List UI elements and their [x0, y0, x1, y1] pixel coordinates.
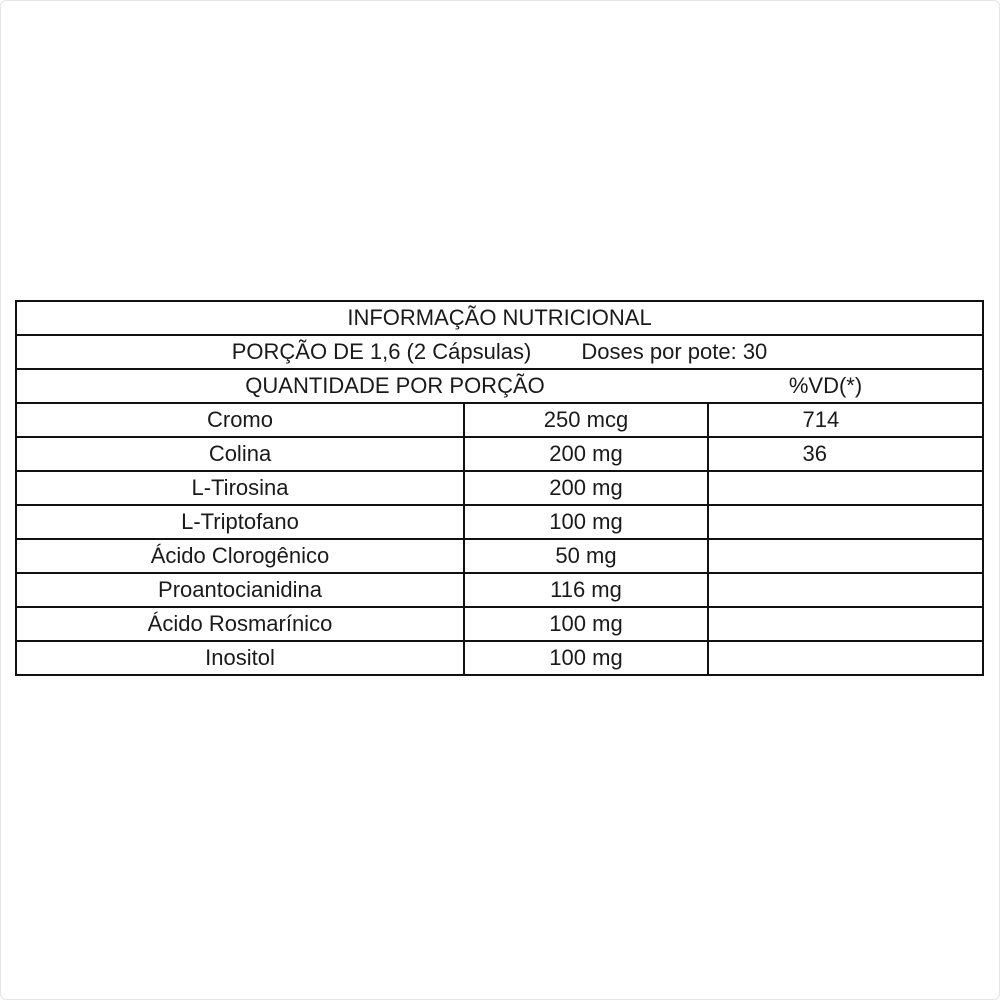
nutrient-vd-cell	[708, 641, 983, 675]
table-row	[16, 539, 983, 573]
portion-size: PORÇÃO DE 1,6 (2 Cápsulas)	[231, 339, 532, 364]
nutrient-name: L-Tirosina	[16, 471, 464, 505]
nutrient-amount: 250 mcg	[464, 403, 708, 437]
nutrient-vd: 714	[802, 407, 840, 432]
table-row	[16, 573, 983, 607]
nutrient-name: Ácido Clorogênico	[16, 539, 464, 573]
nutrition-table	[15, 300, 984, 676]
nutrient-vd-cell	[708, 437, 983, 471]
portion-row	[16, 335, 983, 369]
nutrient-name: Colina	[16, 437, 464, 471]
nutrient-amount: 50 mg	[464, 539, 708, 573]
nutrient-name: Ácido Rosmarínico	[16, 607, 464, 641]
doses-per-container: Doses por pote: 30	[581, 339, 768, 364]
table-row	[16, 437, 983, 471]
vd-header: %VD(*)	[788, 373, 863, 398]
nutrient-vd-cell	[708, 539, 983, 573]
quantity-header: QUANTIDADE POR PORÇÃO	[245, 373, 545, 398]
nutrient-vd-cell	[708, 471, 983, 505]
nutrient-amount: 100 mg	[464, 505, 708, 539]
table-row	[16, 641, 983, 675]
nutrient-name: Proantocianidina	[16, 573, 464, 607]
table-row	[16, 403, 983, 437]
nutrient-amount: 100 mg	[464, 607, 708, 641]
table-row	[16, 607, 983, 641]
portion-cell	[16, 335, 983, 369]
table-title: INFORMAÇÃO NUTRICIONAL	[16, 301, 983, 335]
nutrient-vd: 36	[802, 441, 827, 466]
nutrient-vd-cell	[708, 403, 983, 437]
quantity-header-cell	[16, 369, 983, 403]
nutrient-name: Cromo	[16, 403, 464, 437]
nutrient-vd-cell	[708, 505, 983, 539]
table-row	[16, 471, 983, 505]
nutrient-amount: 116 mg	[464, 573, 708, 607]
nutrient-name: Inositol	[16, 641, 464, 675]
table-row	[16, 505, 983, 539]
nutrient-amount: 200 mg	[464, 437, 708, 471]
quantity-header-row	[16, 369, 983, 403]
nutrient-name: L-Triptofano	[16, 505, 464, 539]
title-row	[16, 301, 983, 335]
nutrient-amount: 200 mg	[464, 471, 708, 505]
nutrient-vd-cell	[708, 607, 983, 641]
nutrient-amount: 100 mg	[464, 641, 708, 675]
nutrient-vd-cell	[708, 573, 983, 607]
